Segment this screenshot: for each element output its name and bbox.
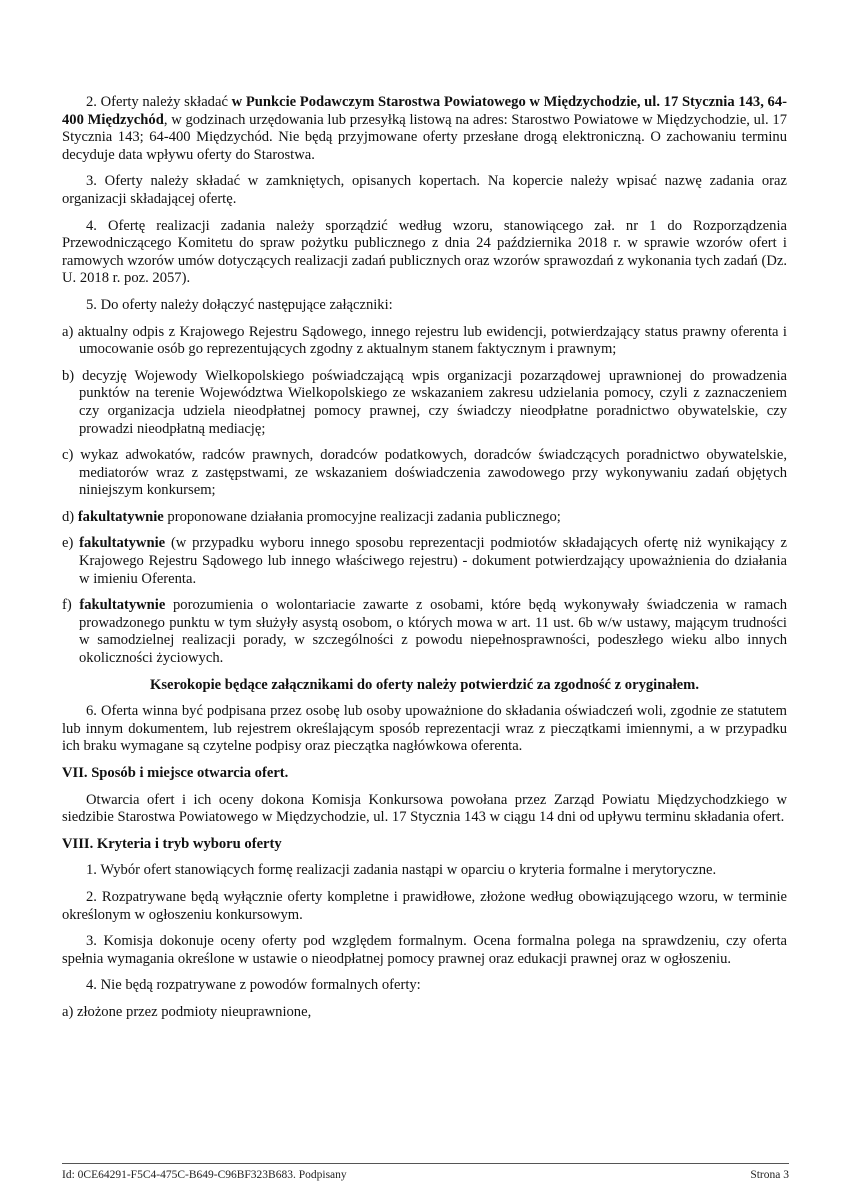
paragraph-2: 2. Oferty należy składać w Punkcie Podawczym Starostwa Powiatowego w Międzychodzie, ul. 17 Stycznia 143, 64-400 Międzychód, w godzinach urzędowania lub przesyłką listową na adres: Starostwo Powiatowe w Międzychodzie, ul. 17 Stycznia 143; 64-400 Międzychód. Nie będą przyjmowane oferty przesłane drogą elektroniczną. O zachowaniu terminu decyduje data wpływu oferty do Starostwa. (62, 94, 787, 163)
paragraph-4: 4. Ofertę realizacji zadania należy sporządzić według wzoru, stanowiącego zał. nr 1 do Rozporządzenia Przewodniczącego Komitetu do spraw pożytku publicznego z dnia 24 października 2018 r. w sprawie wzorów ofert i ramowych wzorów umów dotyczących realizacji zadań publicznych oraz wzorów sprawozdań z wykonania tych zadań (Dz. U. 2018 r. poz. 2057). (62, 217, 787, 287)
attachment-item-a: a) aktualny odpis z Krajowego Rejestru Sądowego, innego rejestru lub ewidencji, potwierdzający status prawny oferenta i umocowanie osób go reprezentujących zgodny z aktualnym stanem faktycznym i prawnym; (62, 323, 787, 358)
attachment-item-d: d) fakultatywnie proponowane działania promocyjne realizacji zadania publicznego; (62, 508, 561, 525)
attachment-item-c: c) wykaz adwokatów, radców prawnych, doradców podatkowych, doradców świadczących poradnictwo obywatelskie, mediatorów wraz z zastępstwami, ze wskazaniem doświadczenia zawodowego przy wykonywaniu zadań objętych niniejszym konkursem; (62, 447, 787, 499)
submission-address-bold: w Punkcie Podawczym Starostwa Powiatowego w Międzychodzie, ul. 17 Stycznia 143, 64-400 Międzychód (62, 94, 787, 128)
section-8-paragraph-4: 4. Nie będą rozpatrywane z powodów formalnych oferty: (86, 977, 421, 994)
section-7-heading: VII. Sposób i miejsce otwarcia ofert. (62, 765, 289, 781)
paragraph-6: 6. Oferta winna być podpisana przez osobę lub osoby upoważnione do składania oświadczeń woli, zgodnie ze statutem lub innym dokumentem, lub rejestrem określającym sposób reprezentacji wraz z pieczątkami imiennymi, a w przypadku ich braku wymagane są czytelne podpisy oraz pieczątka nagłówkowa oferenta. (62, 703, 787, 755)
paragraph-number: 2. (86, 94, 97, 110)
rejection-item-a: a) złożone przez podmioty nieuprawnione, (62, 1003, 312, 1020)
section-8-heading: VIII. Kryteria i tryb wyboru oferty (62, 835, 282, 852)
section-7-text: Otwarcia ofert i ich oceny dokona Komisja Konkursowa powołana przez Zarząd Powiatu Międzychodzkiego w siedzibie Starostwa Powiatowego w Międzychodzie, ul. 17 Stycznia 143 w ciągu 14 dni od upływu terminu składania ofert. (62, 791, 787, 826)
document-id: Id: 0CE64291-F5C4-475C-B649-C96BF323B683. Podpisany (62, 1169, 347, 1181)
paragraph-5: 5. Do oferty należy dołączyć następujące załączniki: (86, 296, 393, 313)
attachment-item-b: b) decyzję Wojewody Wielkopolskiego poświadczającą wpis organizacji pozarządowej uprawnionej do prowadzenia punktów na terenie Województwa Wielkopolskiego ze wskazaniem zakresu udzielania pomocy, czyli z zaznaczeniem czy organizacja udziela nieodpłatnej pomocy prawnej, czy świadczy nieodpłatne poradnictwo obywatelskie, czy prowadzi nieodpłatną mediację; (62, 367, 787, 437)
paragraph-3: 3. Oferty należy składać w zamkniętych, opisanych kopertach. Na kopercie należy wpisać nazwę zadania oraz organizacji składającej ofertę. (62, 173, 787, 207)
page-footer (62, 1163, 789, 1181)
attachment-item-e: e) fakultatywnie (w przypadku wyboru innego sposobu reprezentacji podmiotów składających ofertę niż wynikający z Krajowego Rejestru Sądowego lub innego właściwego rejestru) - dokument potwierdzający upoważnienia do działania w imieniu Oferenta. (62, 535, 787, 587)
page-number: Strona 3 (750, 1169, 789, 1181)
copies-note: Kserokopie będące załącznikami do oferty należy potwierdzić za zgodność z oryginałem. (150, 676, 699, 693)
document-page (62, 94, 787, 1031)
section-8-paragraph-1: 1. Wybór ofert stanowiących formę realizacji zadania nastąpi w oparciu o kryteria formalne i merytoryczne. (86, 862, 717, 879)
section-8-paragraph-2: 2. Rozpatrywane będą wyłącznie oferty kompletne i prawidłowe, złożone według obowiązującego wzoru, w terminie określonym w ogłoszeniu konkursowym. (62, 888, 787, 923)
attachment-item-f: f) fakultatywnie porozumienia o wolontariacie zawarte z osobami, które będą wykonywały świadczenia w ramach prowadzonego punktu w tym służyły asystą osobom, o których mowa w art. 11 ust. 6b w/w ustawy, mającym trudności w samodzielnej realizacji porady, w szczególności z powodu niepełnosprawności, podeszłego wieku albo innych okoliczności życiowych. (62, 597, 787, 667)
section-8-paragraph-3: 3. Komisja dokonuje oceny oferty pod względem formalnym. Ocena formalna polega na sprawdzeniu, czy oferta spełnia wymagania określone w ustawie o nieodpłatnej pomocy prawnej oraz edukacji prawnej oraz w ogłoszeniu. (62, 933, 787, 967)
